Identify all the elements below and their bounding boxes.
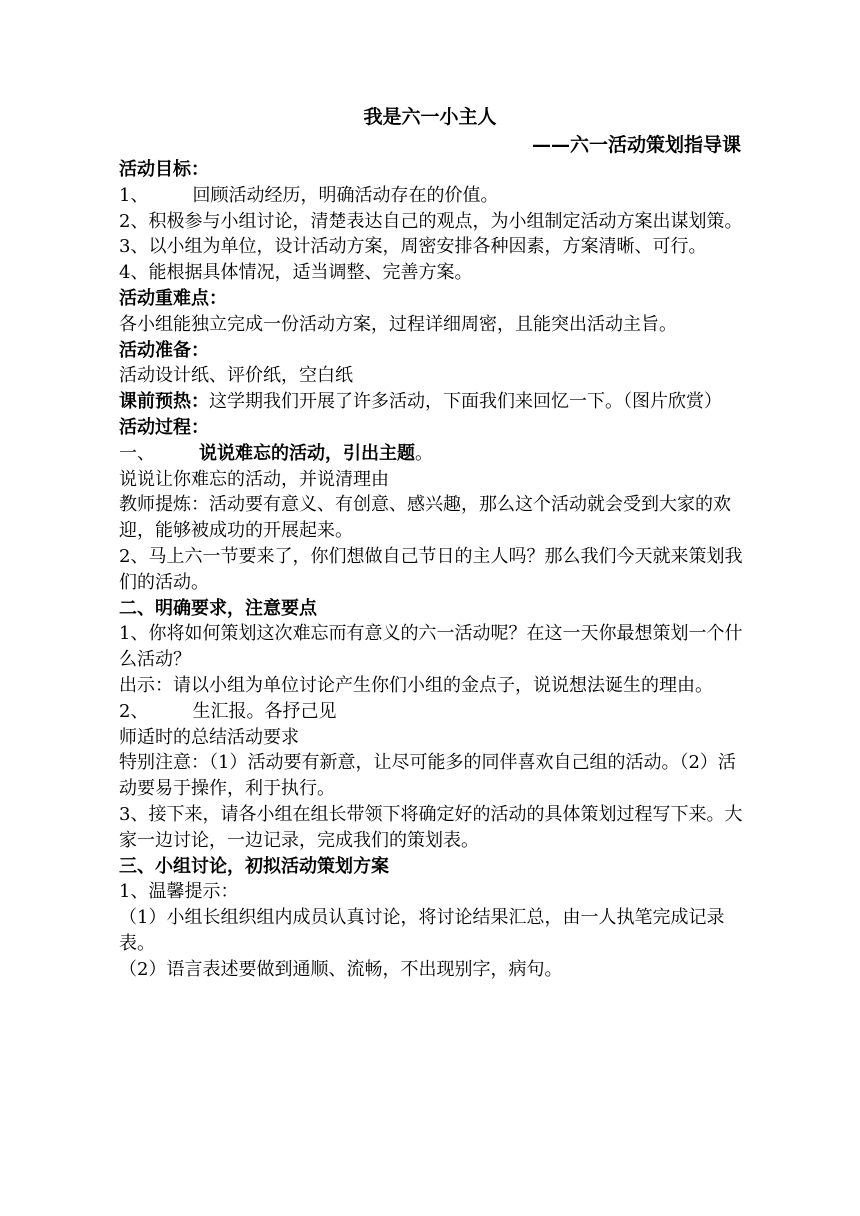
section-tail: 。 xyxy=(415,442,433,464)
section-3-line-2: （1）小组长组织组内成员认真讨论，将讨论结果汇总，由一人执笔完成记录表。 xyxy=(119,907,725,954)
heading-key-points: 活动重难点： xyxy=(119,287,227,309)
section-2-line-5: 特别注意：（1）活动要有新意，让尽可能多的同伴喜欢自己组的活动。（2）活动要易于操作，利于执行。 xyxy=(119,752,736,800)
section-1-heading xyxy=(119,441,743,467)
section-1-line-1: 说说让你难忘的活动，并说清理由 xyxy=(119,468,389,490)
section-number: 一、 xyxy=(119,442,155,464)
section-1-line-2: 教师提炼：活动要有意义、有创意、感兴趣，那么这个活动就会受到大家的欢迎，能够被成功的开展起来。 xyxy=(119,494,731,542)
section-3-line-3: （2）语言表述要做到通顺、流畅，不出现别字，病句。 xyxy=(119,958,563,980)
section-2-line-4: 师适时的总结活动要求 xyxy=(119,726,299,748)
item-number: 2、 xyxy=(119,700,149,722)
section-2-line-3 xyxy=(119,699,743,725)
section-1-line-3: 2、马上六一节要来了，你们想做自己节日的主人吗？那么我们今天就来策划我们的活动。 xyxy=(119,545,743,593)
item-number: 1、 xyxy=(119,184,149,206)
heading-process: 活动过程： xyxy=(119,416,209,438)
item-text: 回顾活动经历，明确活动存在的价值。 xyxy=(192,184,499,206)
section-3-line-1: 1、温馨提示： xyxy=(119,881,239,903)
document-body xyxy=(119,157,743,983)
item-text: 生汇报。各抒己见 xyxy=(192,700,337,722)
section-3-heading: 三、小组讨论，初拟活动策划方案 xyxy=(119,855,389,877)
section-2-line-2: 出示：请以小组为单位讨论产生你们小组的金点子，说说想法诞生的理由。 xyxy=(119,674,713,696)
warmup-text: 这学期我们开展了许多活动，下面我们来回忆一下。（图片欣赏） xyxy=(209,391,722,413)
section-2-heading: 二、明确要求，注意要点 xyxy=(119,597,317,619)
page-subtitle: ——六一活动策划指导课 xyxy=(531,134,741,156)
section-title: 说说难忘的活动，引出主题 xyxy=(199,442,415,464)
warmup-label: 课前预热： xyxy=(119,391,209,413)
preparation-text: 活动设计纸、评价纸，空白纸 xyxy=(119,365,353,387)
heading-goals: 活动目标： xyxy=(119,159,209,180)
key-points-text: 各小组能独立完成一份活动方案，过程详细周密，且能突出活动主旨。 xyxy=(119,313,677,335)
page-title: 我是六一小主人 xyxy=(363,106,497,128)
section-2-line-1: 1、你将如何策划这次难忘而有意义的六一活动呢？在这一天你最想策划一个什么活动？ xyxy=(119,623,743,671)
section-2-line-6: 3、接下来，请各小组在组长带领下将确定好的活动的具体策划过程写下来。大家一边讨论，一边记录，完成我们的策划表。 xyxy=(119,803,743,851)
goal-item-4: 4、能根据具体情况，适当调整、完善方案。 xyxy=(119,262,473,284)
warmup-paragraph xyxy=(119,389,743,415)
heading-preparation: 活动准备： xyxy=(119,339,209,361)
goal-item-2: 2、积极参与小组讨论，清楚表达自己的观点，为小组制定活动方案出谋划策。 xyxy=(119,210,743,232)
goal-item-1 xyxy=(119,183,743,209)
goal-item-3: 3、以小组为单位，设计活动方案，周密安排各种因素，方案清晰、可行。 xyxy=(119,236,707,258)
